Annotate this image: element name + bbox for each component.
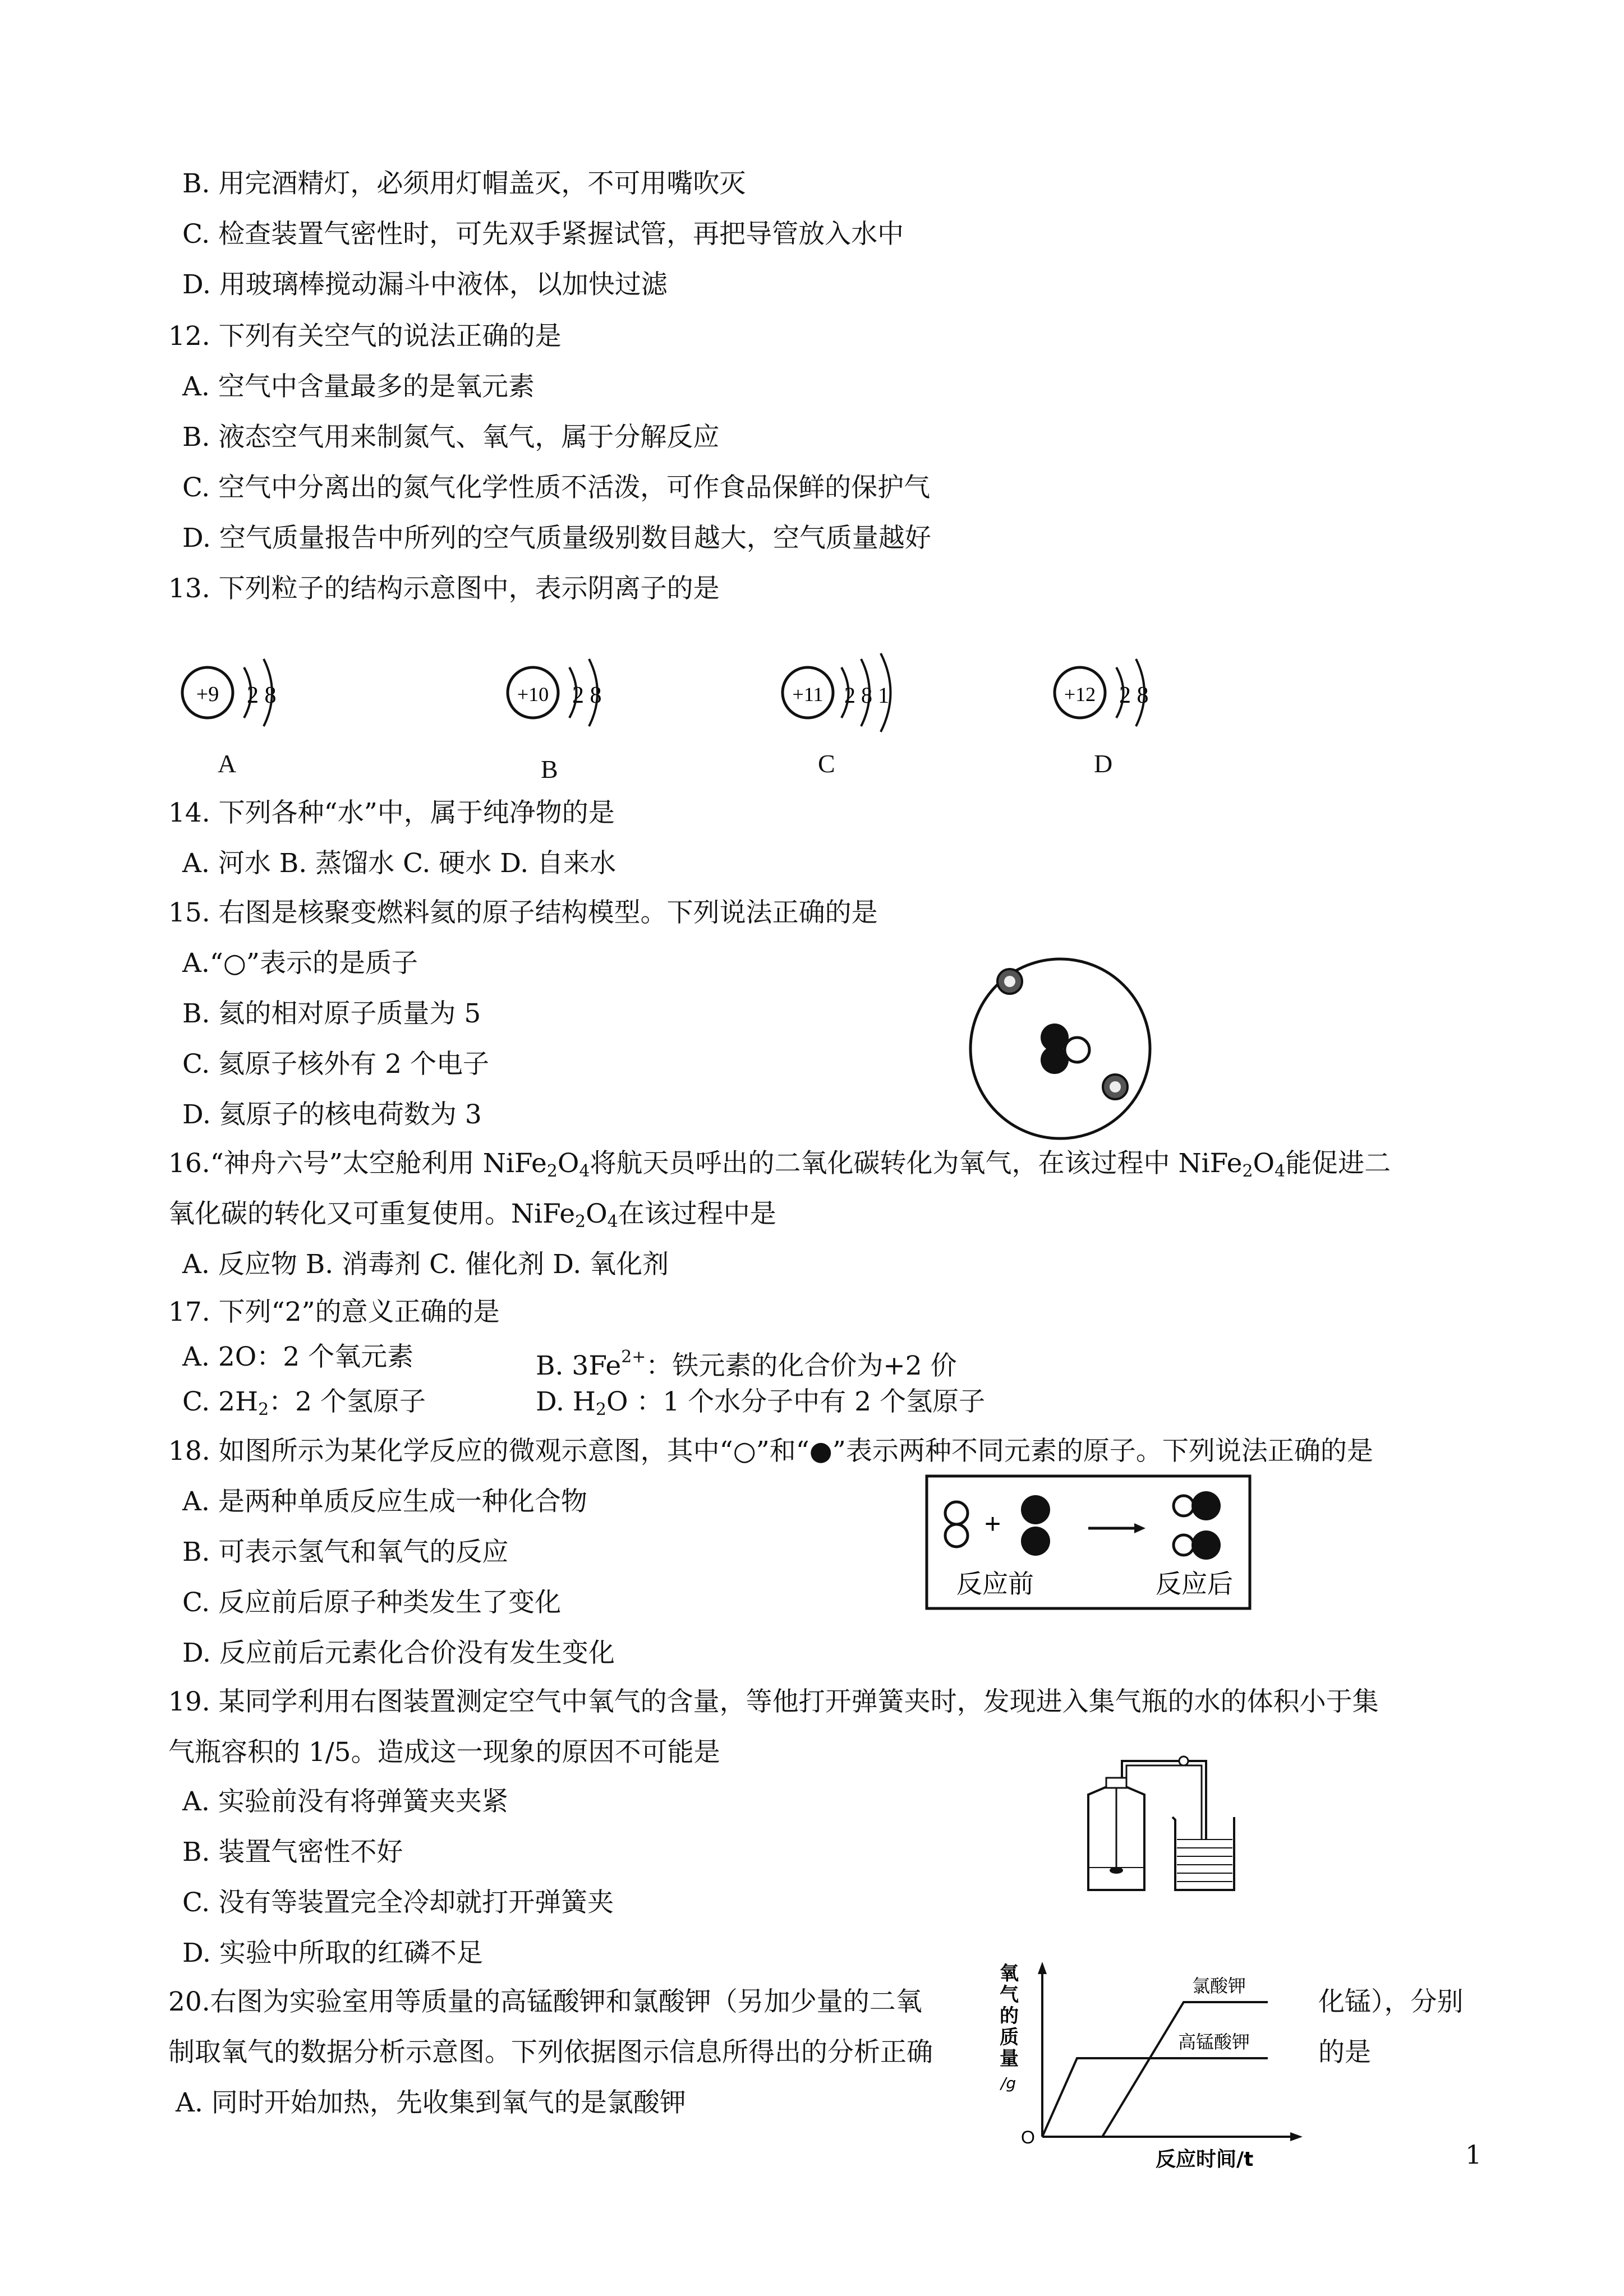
q17-option-d: D. $H_2O$ ：1 个水分子中有 2 个氢原子 bbox=[536, 1386, 986, 1419]
q15-option-c: C. 氦原子核外有 2 个电子 bbox=[182, 1049, 489, 1080]
q13-label-c: C bbox=[818, 749, 835, 778]
nucleus-particle-icon bbox=[1065, 1038, 1089, 1062]
q12-stem: 12. 下列有关空气的说法正确的是 bbox=[168, 321, 562, 352]
q18-option-a: A. 是两种单质反应生成一种化合物 bbox=[182, 1486, 587, 1517]
reaction-micro-diagram bbox=[926, 1475, 1251, 1610]
q18-option-d: D. 反应前后元素化合价没有发生变化 bbox=[182, 1638, 615, 1668]
helium-atom-model-figure bbox=[965, 953, 1156, 1144]
q13-atom-d-nucleus: +12 bbox=[1064, 683, 1096, 706]
q17-option-a: A. 2O：2 个氧元素 bbox=[182, 1341, 414, 1372]
q13-atom-c-nucleus: +11 bbox=[792, 683, 823, 706]
q19-option-c: C. 没有等装置完全冷却就打开弹簧夹 bbox=[182, 1887, 614, 1918]
q13-atom-b-shells: 2 8 bbox=[572, 683, 602, 708]
q13-atom-b-nucleus: +10 bbox=[517, 683, 549, 706]
q12-option-a: A. 空气中含量最多的是氧元素 bbox=[182, 371, 535, 402]
q15-stem: 15. 右图是核聚变燃料氦的原子结构模型。下列说法正确的是 bbox=[168, 897, 878, 928]
q15-option-a: A.“○”表示的是质子 bbox=[182, 948, 418, 979]
svg-text:+: + bbox=[984, 1508, 1001, 1539]
q19-stem-line2: 气瓶容积的 1/5。造成这一现象的原因不可能是 bbox=[168, 1737, 720, 1768]
q13-stem: 13. 下列粒子的结构示意图中，表示阴离子的是 bbox=[168, 573, 720, 604]
q11-option-c: C. 检查装置气密性时，可先双手紧握试管，再把导管放入水中 bbox=[182, 219, 904, 250]
y-axis-label-char: 量 bbox=[1000, 2048, 1019, 2070]
q16-stem-line2: 氧化碳的转化又可重复使用。$NiFe_2O_4$在该过程中是 bbox=[168, 1198, 776, 1232]
y-axis-label-char: 的 bbox=[1000, 2005, 1019, 2027]
oxygen-mass-chart bbox=[993, 1957, 1307, 2170]
q13-atom-d bbox=[1041, 645, 1209, 735]
q17-option-b: B. $3Fe^{2+}$：铁元素的化合价为+2 价 bbox=[536, 1347, 957, 1381]
series-line-potassium-permanganate bbox=[1042, 2058, 1268, 2137]
q20-option-a: A. 同时开始加热，先收集到氧气的是氯酸钾 bbox=[176, 2087, 686, 2118]
q12-option-c: C. 空气中分离出的氮气化学性质不活泼，可作食品保鲜的保护气 bbox=[182, 472, 931, 503]
q12-option-b: B. 液态空气用来制氮气、氧气，属于分解反应 bbox=[182, 422, 720, 453]
y-axis-label-char: /g bbox=[1001, 2074, 1016, 2092]
q18-stem: 18. 如图所示为某化学反应的微观示意图，其中“○”和“●”表示两种不同元素的原子。下列说法正确的是 bbox=[168, 1436, 1373, 1467]
q13-atom-b bbox=[494, 645, 662, 735]
q14-stem: 14. 下列各种“水”中，属于纯净物的是 bbox=[168, 797, 615, 828]
q15-option-b: B. 氦的相对原子质量为 5 bbox=[182, 998, 481, 1029]
q19-option-a: A. 实验前没有将弹簧夹夹紧 bbox=[182, 1786, 508, 1817]
series-label-potassium-chlorate: 氯酸钾 bbox=[1192, 1975, 1246, 1997]
q13-atom-a bbox=[168, 645, 337, 735]
q11-option-b: B. 用完酒精灯，必须用灯帽盖灭，不可用嘴吹灭 bbox=[182, 168, 746, 199]
label-after-reaction: 反应后 bbox=[1156, 1569, 1233, 1599]
q20-stem-line1-left: 20.右图为实验室用等质量的高锰酸钾和氯酸钾（另加少量的二氧 bbox=[168, 1986, 922, 2017]
oxygen-content-apparatus-figure bbox=[1066, 1755, 1251, 1901]
q20-stem-line2-right: 的是 bbox=[1318, 2037, 1371, 2068]
x-axis-label: 反应时间/t bbox=[1156, 2148, 1254, 2171]
page-number: 1 bbox=[1465, 2140, 1482, 2170]
series-label-potassium-permanganate: 高锰酸钾 bbox=[1178, 2031, 1250, 2053]
q13-atom-c-shells: 2 8 1 bbox=[844, 683, 889, 708]
series-line-potassium-chlorate bbox=[1102, 2002, 1268, 2137]
q19-stem-line1: 19. 某同学利用右图装置测定空气中氧气的含量，等他打开弹簧夹时，发现进入集气瓶的水的体积小于集 bbox=[168, 1686, 1379, 1717]
q19-option-b: B. 装置气密性不好 bbox=[182, 1837, 403, 1868]
q15-option-d: D. 氦原子的核电荷数为 3 bbox=[182, 1099, 482, 1130]
q19-option-d: D. 实验中所取的红磷不足 bbox=[182, 1938, 483, 1968]
q18-option-b: B. 可表示氢气和氧气的反应 bbox=[182, 1537, 509, 1567]
q13-label-a: A bbox=[218, 749, 237, 778]
q13-atom-d-shells: 2 8 bbox=[1119, 683, 1149, 708]
q18-option-c: C. 反应前后原子种类发生了变化 bbox=[182, 1587, 562, 1618]
q12-option-d: D. 空气质量报告中所列的空气质量级别数目越大，空气质量越好 bbox=[182, 523, 931, 554]
origin-label: O bbox=[1021, 2127, 1035, 2147]
y-axis-label-char: 气 bbox=[1000, 1984, 1019, 2006]
q13-atom-a-nucleus: +9 bbox=[196, 683, 219, 706]
q20-stem-line2-left: 制取氧气的数据分析示意图。下列依据图示信息所得出的分析正确 bbox=[168, 2037, 933, 2068]
q16-stem-line1: 16.“神舟六号”太空舱利用 $NiFe_2O_4$将航天员呼出的二氧化碳转化为氧气，在该过程中 $NiFe_2O_4$能促进二 bbox=[168, 1148, 1391, 1181]
q17-option-c: C. $2H_2$：2 个氢原子 bbox=[182, 1386, 426, 1419]
q13-atom-c bbox=[769, 645, 948, 735]
y-axis-label-char: 质 bbox=[1000, 2026, 1019, 2049]
q17-stem: 17. 下列“2”的意义正确的是 bbox=[168, 1297, 500, 1327]
q13-label-b: B bbox=[541, 755, 558, 783]
q11-option-d: D. 用玻璃棒搅动漏斗中液体，以加快过滤 bbox=[182, 269, 668, 300]
q14-options: A. 河水 B. 蒸馏水 C. 硬水 D. 自来水 bbox=[182, 848, 617, 879]
q13-label-d: D bbox=[1094, 749, 1113, 778]
q20-stem-line1-right: 化锰），分别 bbox=[1318, 1986, 1464, 2017]
label-before-reaction: 反应前 bbox=[956, 1569, 1034, 1599]
q16-options: A. 反应物 B. 消毒剂 C. 催化剂 D. 氧化剂 bbox=[182, 1249, 669, 1280]
q13-atom-a-shells: 2 8 bbox=[247, 683, 277, 708]
y-axis-label-char: 氧 bbox=[1000, 1962, 1019, 1985]
